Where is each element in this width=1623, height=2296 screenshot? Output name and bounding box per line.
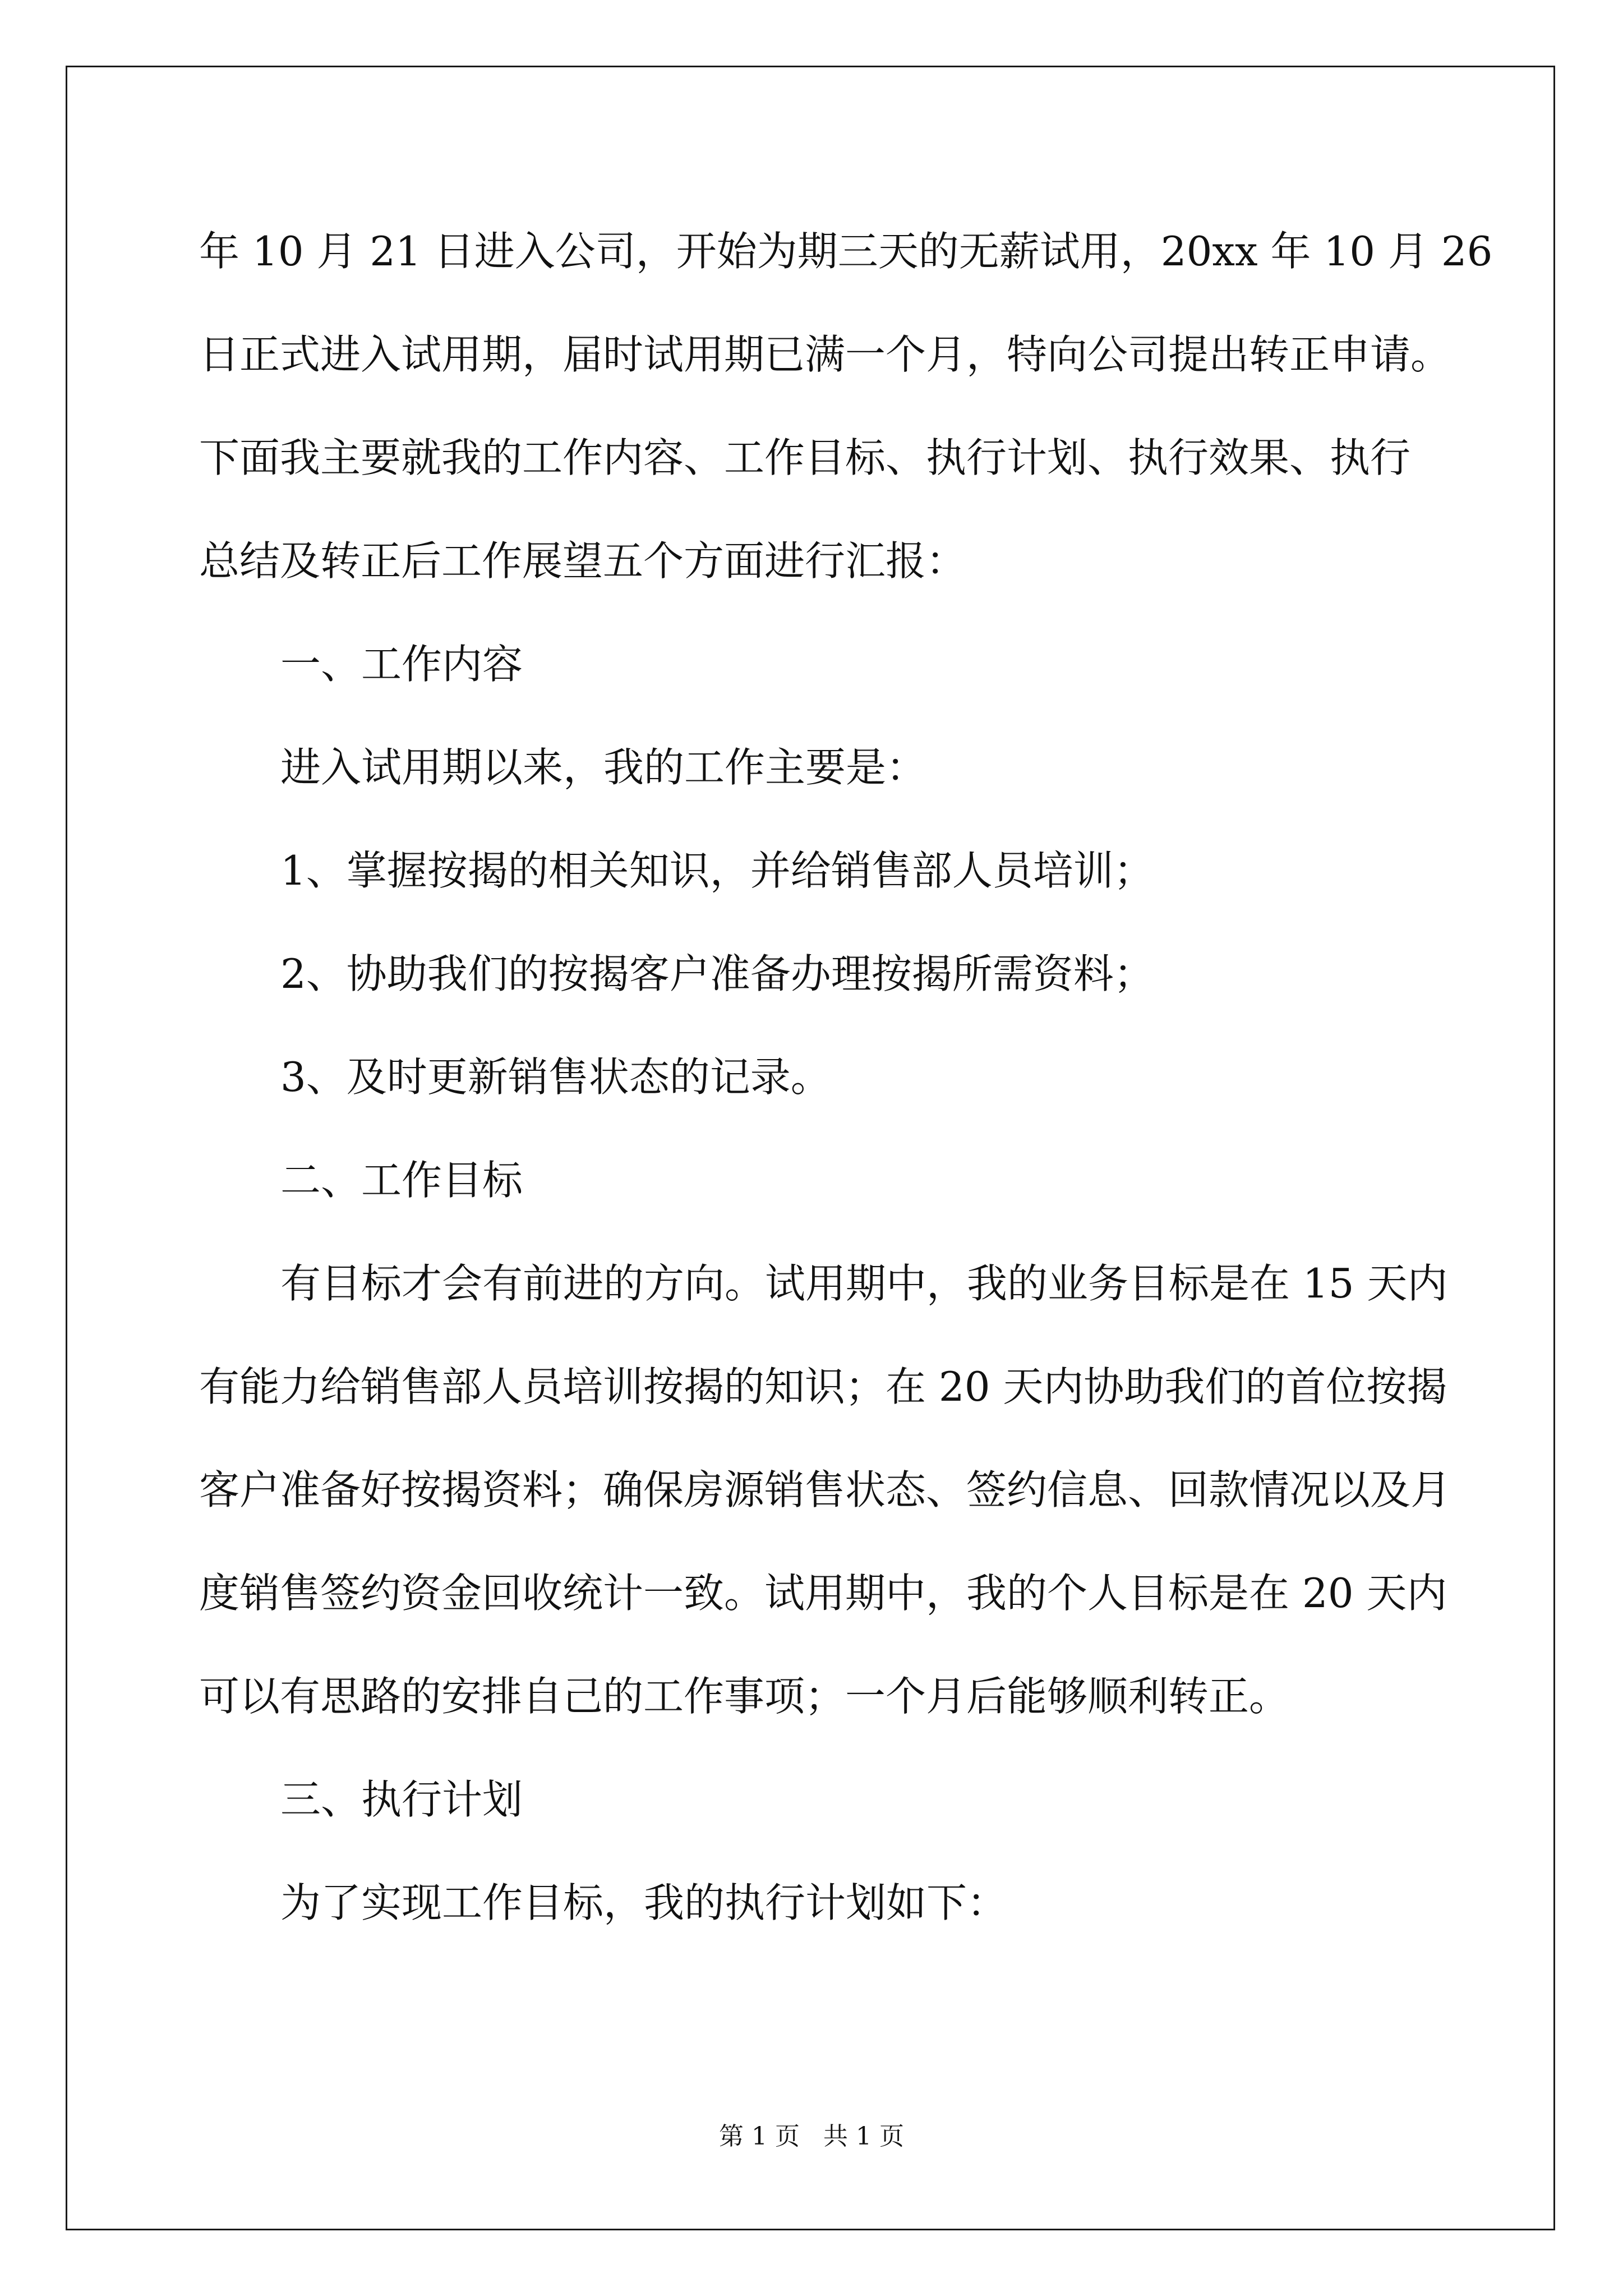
section-heading: 二、工作目标	[280, 1157, 523, 1204]
body-line: 可以有思路的安排自己的工作事项；一个月后能够顺利转正。	[199, 1673, 1290, 1720]
list-item: 1、掌握按揭的相关知识，并给销售部人员培训；	[280, 847, 1154, 894]
section-heading: 一、工作内容	[280, 641, 523, 688]
section-heading: 三、执行计划	[280, 1776, 523, 1823]
list-item: 2、协助我们的按揭客户准备办理按揭所需资料；	[280, 950, 1154, 997]
body-line: 有目标才会有前进的方向。试用期中，我的业务目标是在 15 天内	[280, 1260, 1448, 1307]
body-line: 下面我主要就我的工作内容、工作目标、执行计划、执行效果、执行	[199, 434, 1411, 481]
body-line: 为了实现工作目标，我的执行计划如下：	[280, 1879, 1008, 1926]
body-line: 日正式进入试用期，届时试用期已满一个月，特向公司提出转正申请。	[199, 331, 1451, 378]
body-line: 总结及转正后工作展望五个方面进行汇报：	[199, 537, 967, 585]
body-line: 进入试用期以来，我的工作主要是：	[280, 744, 927, 791]
page-footer: 第 1 页 共 1 页	[719, 2122, 904, 2151]
body-line: 年 10 月 21 日进入公司，开始为期三天的无薪试用，20xx 年 10 月 26	[199, 228, 1493, 275]
body-line: 有能力给销售部人员培训按揭的知识；在 20 天内协助我们的首位按揭	[199, 1363, 1447, 1410]
body-line: 客户准备好按揭资料；确保房源销售状态、签约信息、回款情况以及月	[199, 1466, 1451, 1513]
list-item: 3、及时更新销售状态的记录。	[280, 1053, 831, 1101]
body-line: 度销售签约资金回收统计一致。试用期中，我的个人目标是在 20 天内	[199, 1570, 1447, 1617]
